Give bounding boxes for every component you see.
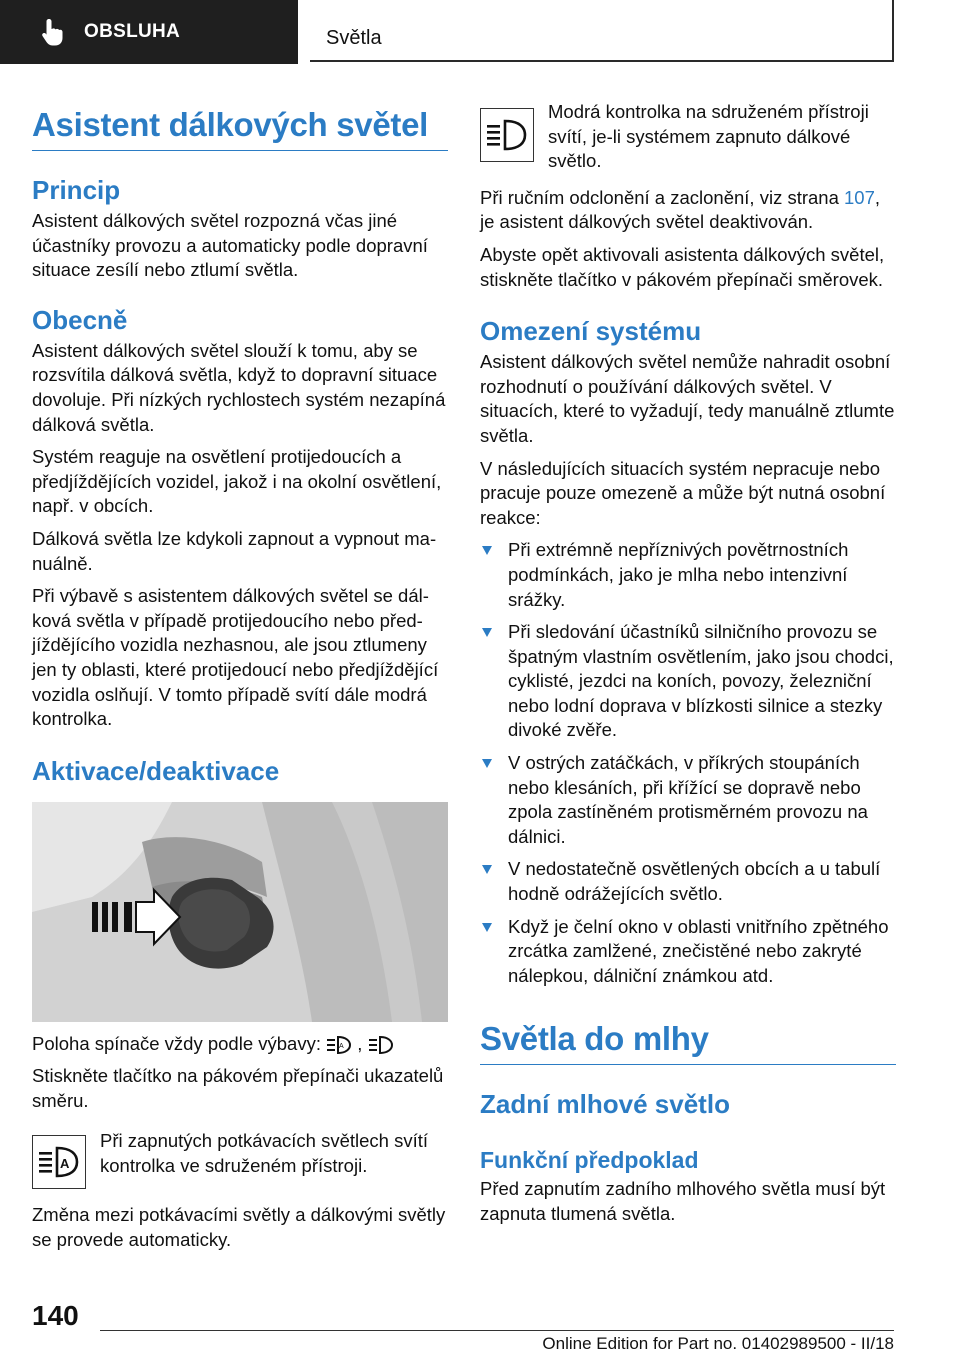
obecne-paragraph-4: Při výbavě s asistentem dálkových světel se dálková světla v případě protijedoucího nebo předjíždějícího vozidla nezhasnou, ale jsou ztlumeny jen ty oblasti, které protijedoucí nebo předjíždějící vozidla oslňují. V tomto případě svítí dále modrá kontrolka. (32, 585, 439, 730)
auto-high-beam-icon (326, 1034, 352, 1056)
auto-high-beam-icon (37, 1144, 81, 1180)
section-label: OBSLUHA (84, 21, 181, 42)
svg-text:A: A (60, 1156, 70, 1172)
title-rule (32, 150, 448, 151)
footer-edition: Online Edition for Part no. 01402989500 - II/18 (542, 1334, 894, 1353)
turn-signal-lever-illustration (32, 802, 448, 1022)
list-item: V nedostatečně osvětlených obcích a u tabulí hodně odrážejících světlo. (480, 857, 896, 906)
page-title: Asistent dálkových světel (32, 106, 429, 143)
chapter-tab (310, 0, 894, 62)
bullet-triangle-icon (482, 628, 492, 637)
high-beam-assist-icon (368, 1034, 394, 1056)
high-beam-indicator-box (480, 108, 534, 162)
footer-rule (100, 1330, 894, 1331)
left-column (32, 100, 448, 1253)
list-item: V ostrých zatáčkách, v příkrých stoupáních nebo klesáních, při křížící se dopravě nebo zpola zastíněném protisměrném provozu na dálnici. (480, 751, 896, 849)
heading-omezeni: Omezení systému (480, 316, 702, 347)
high-beam-note (480, 100, 896, 174)
bullet-triangle-icon (482, 865, 492, 874)
bullet-triangle-icon (482, 546, 492, 555)
fog-title-rule (480, 1064, 896, 1065)
list-item: Když je čelní okno v oblasti vnitřního zpětného zrcátka zamlžené, znečistěné nebo zakryté nálepkou, dálniční známkou atd. (480, 915, 896, 989)
omezeni-paragraph-1: Asistent dálkových světel nemůže nahradit osobní rozhodnutí o používání dálkových světel. V situacích, které to vyžadují, tedy manuálně ztlumte světla. (480, 351, 895, 446)
bullet-triangle-icon (482, 759, 492, 768)
abyste-text: Abyste opět aktivovali asistenta dálkových světel, stiskněte tlačítko v pákovém přepínači směrovek. (480, 243, 885, 290)
right-column (480, 100, 896, 1227)
hand-pointer-icon (40, 17, 66, 47)
heading-rear-fog: Zadní mlhové světlo (480, 1089, 730, 1120)
stisknete-text: Stiskněte tlačítko na pákovém přepínači ukazatelů směru. (32, 1065, 444, 1111)
heading-obecne: Obecně (32, 304, 128, 335)
section-tab (0, 0, 298, 64)
bullet-triangle-icon (482, 923, 492, 932)
chapter-label: Světla (326, 27, 382, 49)
princip-text: Asistent dálkových světel rozpozná včas jiné účastníky provozu a automaticky podle dopravní situace zesílí nebo ztlumí světla. (32, 210, 428, 281)
section-title-fog-lights: Světla do mlhy (480, 1020, 709, 1058)
poloha-text: Poloha spínače vždy podle výbavy: A , (32, 1032, 448, 1057)
svg-text:A: A (339, 1042, 344, 1050)
page-link-107[interactable]: 107 (844, 186, 875, 208)
obecne-paragraph-3: Dálková světla lze kdykoli zapnout a vypnout manuálně. (32, 527, 437, 574)
funkcni-text: Před zapnutím zadního mlhového světla musí být zapnuta tlumená světla. (480, 1178, 886, 1224)
low-beam-note (32, 1129, 448, 1189)
limitations-list (480, 538, 896, 988)
low-beam-note-text: Při zapnutých potkávacích světlech svítí kontrolka ve sdruženém přístroji. (100, 1130, 429, 1177)
high-beam-note-text: Modrá kontrolka na sdruženém přístroji svítí, je-li systémem zapnuto dálkové světlo. (548, 101, 869, 172)
list-item: Při sledování účastníků silničního provozu se špatným vlastním osvětlením, jako jsou chodci, cyklisté, jezdci na koních, povozy, železniční nebo lodní doprava v blízkosti silnice a stezky divoké zvěře. (480, 620, 896, 743)
page-number: 140 (32, 1300, 79, 1331)
low-beam-indicator-box (32, 1135, 86, 1189)
heading-aktivace: Aktivace/deaktivace (32, 755, 280, 786)
rucni-text: Při ručním odclonění a zaclonění, viz strana 107, je asistent dálkových světel deaktivován. (480, 186, 881, 233)
list-item: Při extrémně nepříznivých povětrnostních podmínkách, jako je mlha nebo intenzivní srážky. (480, 538, 896, 612)
heading-princip: Princip (32, 175, 121, 205)
omezeni-paragraph-2: V následujících situacích systém nepracuje nebo pracuje pouze omezeně a může být nutná osobní reakce: (480, 457, 886, 528)
heading-prerequisite: Funkční předpoklad (480, 1147, 699, 1174)
high-beam-icon (485, 117, 529, 153)
zmena-text: Změna mezi potkávacími světly a dálkovými světly se provede automaticky. (32, 1204, 446, 1251)
obecne-paragraph-2: Systém reaguje na osvětlení protijedoucích a předjíždějících vozidel, jakož i na okolní osvětlení, např. v obcích. (32, 446, 442, 517)
obecne-paragraph-1: Asistent dálkových světel slouží k tomu, aby se rozsvítila dálková světla, když to dopravní situace dovoluje. Při nízkých rychlostech systém nezapíná dálková světla. (32, 339, 446, 435)
